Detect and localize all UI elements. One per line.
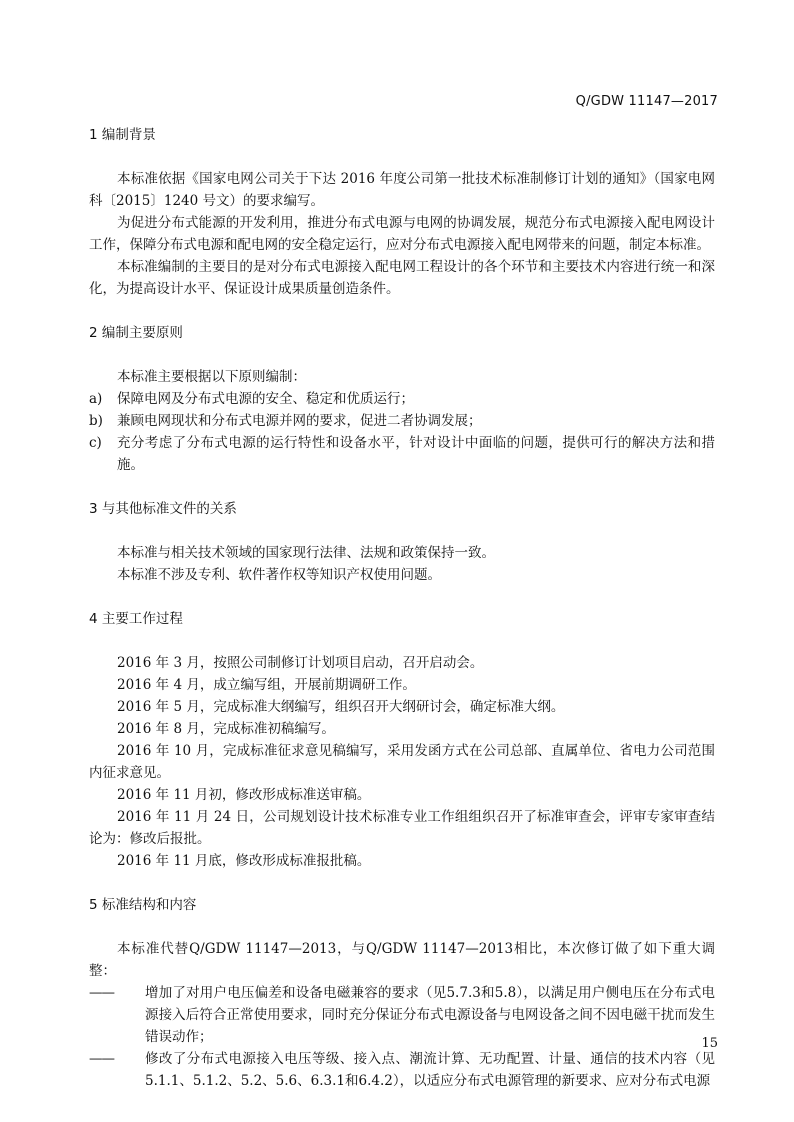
section-2-title: 2 编制主要原则	[89, 325, 183, 341]
section-3-paragraph: 本标准与相关技术领域的国家现行法律、法规和政策保持一致。	[117, 545, 495, 561]
section-1-title: 1 编制背景	[89, 127, 156, 143]
timeline-entry: 2016 年 11 月初，修改形成标准送审稿。	[117, 787, 371, 803]
timeline-entry: 2016 年 10 月，完成标准征求意见稿编写，采用发函方式在公司总部、直属单位、省电力公司范围内征求意见。	[89, 743, 715, 781]
timeline-entry: 2016 年 8 月，完成标准初稿编写。	[117, 721, 335, 737]
list-text: 保障电网及分布式电源的安全、稳定和优质运行；	[117, 391, 414, 407]
dash-marker: ——	[89, 985, 114, 1001]
timeline-entry: 2016 年 4 月，成立编写组，开展前期调研工作。	[117, 677, 416, 693]
list-marker: b)	[89, 413, 103, 429]
section-3-title: 3 与其他标准文件的关系	[89, 501, 237, 517]
section-2-intro: 本标准主要根据以下原则编制：	[117, 369, 306, 385]
timeline-entry: 2016 年 11 月 24 日，公司规划设计技术标准专业工作组组织召开了标准审查会，评审专家审查结论为：修改后报批。	[89, 809, 715, 847]
list-item	[89, 388, 715, 410]
list-marker: a)	[89, 391, 103, 407]
list-text: 充分考虑了分布式电源的运行特性和设备水平，针对设计中面临的问题，提供可行的解决方法和措施。	[117, 435, 715, 473]
section-5-intro: 本标准代替Q/GDW 11147—2013，与Q/GDW 11147—2013相比，本次修订做了如下重大调整：	[89, 941, 715, 979]
section-1-paragraph: 本标准依据《国家电网公司关于下达 2016 年度公司第一批技术标准制修订计划的通知》（国家电网科〔2015〕1240 号文）的要求编写。	[89, 171, 715, 209]
list-marker: c)	[89, 435, 102, 451]
list-item	[89, 1048, 715, 1092]
section-3-paragraph: 本标准不涉及专利、软件著作权等知识产权使用问题。	[117, 567, 441, 583]
list-item	[89, 982, 715, 1048]
page-number: 15	[701, 1036, 718, 1051]
list-item	[89, 432, 715, 476]
dash-marker: ——	[89, 1051, 114, 1067]
timeline-entry: 2016 年 11 月底，修改形成标准报批稿。	[117, 853, 371, 869]
list-item	[89, 410, 715, 432]
standard-code: Q/GDW 11147—2017	[575, 94, 718, 109]
list-text: 兼顾电网现状和分布式电源并网的要求，促进二者协调发展；	[117, 413, 482, 429]
list-text: 增加了对用户电压偏差和设备电磁兼容的要求（见5.7.3和5.8），以满足用户侧电压在分布式电源接入后符合正常使用要求，同时充分保证分布式电源设备与电网设备之间不因电磁干扰而发生错误动作；	[145, 985, 715, 1045]
section-5-title: 5 标准结构和内容	[89, 897, 197, 913]
section-4-title: 4 主要工作过程	[89, 611, 183, 627]
section-1-paragraph: 本标准编制的主要目的是对分布式电源接入配电网工程设计的各个环节和主要技术内容进行统一和深化，为提高设计水平、保证设计成果质量创造条件。	[89, 259, 715, 297]
timeline-entry: 2016 年 3 月，按照公司制修订计划项目启动，召开启动会。	[117, 655, 484, 671]
timeline-entry: 2016 年 5 月，完成标准大纲编写，组织召开大纲研讨会，确定标准大纲。	[117, 699, 565, 715]
section-1-paragraph: 为促进分布式能源的开发利用，推进分布式电源与电网的协调发展，规范分布式电源接入配电网设计工作，保障分布式电源和配电网的安全稳定运行，应对分布式电源接入配电网带来的问题，制定本标准。	[89, 215, 715, 253]
list-text: 修改了分布式电源接入电压等级、接入点、潮流计算、无功配置、计量、通信的技术内容（见5.1.1、5.1.2、5.2、5.6、6.3.1和6.4.2），以适应分布式电源管理的新要求、应对分布式电源	[145, 1051, 715, 1089]
document-body	[89, 124, 715, 1092]
